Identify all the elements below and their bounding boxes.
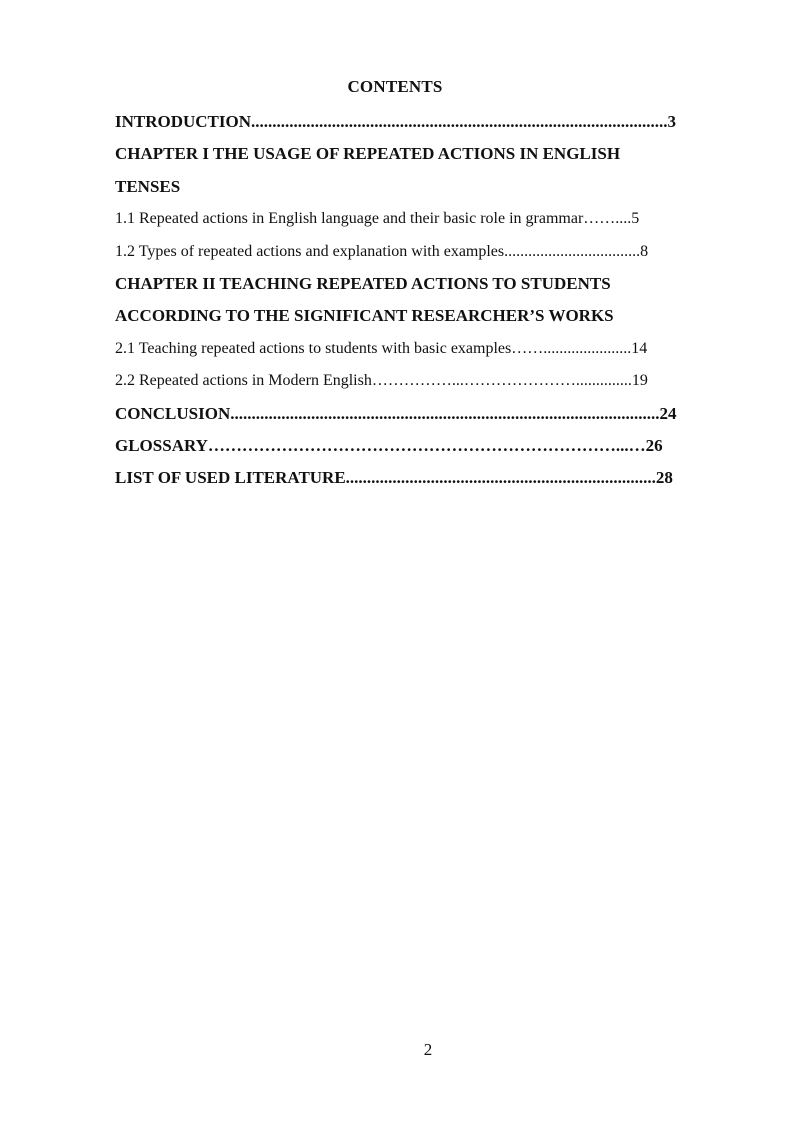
toc-entry-text: CONCLUSION.....................................................................................................24 — [115, 403, 677, 423]
toc-entry-literature[interactable] — [115, 465, 741, 497]
page-number: 2 — [423, 1040, 433, 1059]
toc-entry-text: 1.2 Types of repeated actions and explanation with examples..................................8 — [115, 242, 649, 260]
table-of-contents — [115, 109, 741, 498]
toc-entry-introduction[interactable] — [115, 109, 741, 141]
toc-entry-text: CHAPTER I THE USAGE OF REPEATED ACTIONS IN ENGLISH — [115, 144, 621, 164]
toc-entry-chapter-1-line-2[interactable] — [115, 174, 741, 206]
toc-entry-conclusion[interactable] — [115, 401, 741, 433]
toc-entry-text: 2.2 Repeated actions in Modern English……………...…………………..............19 — [115, 372, 648, 390]
toc-entry-chapter-1-line-1[interactable] — [115, 141, 741, 173]
toc-entry-text: GLOSSARY………………………………………………………………...…26 — [115, 435, 663, 455]
toc-entry-text: 2.1 Teaching repeated actions to students with basic examples……......................14 — [115, 339, 648, 357]
toc-entry-text: CHAPTER II TEACHING REPEATED ACTIONS TO STUDENTS — [115, 273, 611, 293]
toc-entry-section-1-1[interactable] — [115, 206, 741, 238]
toc-entry-text: ACCORDING TO THE SIGNIFICANT RESEARCHER’S WORKS — [115, 306, 614, 326]
page-title: CONTENTS — [347, 77, 443, 96]
toc-entry-chapter-2-line-1[interactable] — [115, 271, 741, 303]
toc-entry-text: INTRODUCTION..................................................................................................3 — [115, 112, 677, 131]
toc-entry-section-2-2[interactable] — [115, 368, 741, 400]
toc-entry-section-2-1[interactable] — [115, 336, 741, 368]
toc-entry-text: TENSES — [115, 176, 181, 196]
toc-entry-chapter-2-line-2[interactable] — [115, 303, 741, 335]
toc-entry-section-1-2[interactable] — [115, 239, 741, 271]
toc-entry-glossary[interactable] — [115, 433, 741, 465]
toc-entry-text: LIST OF USED LITERATURE.........................................................................28 — [115, 468, 673, 488]
toc-entry-text: 1.1 Repeated actions in English language and their basic role in grammar……....5 — [115, 210, 640, 228]
